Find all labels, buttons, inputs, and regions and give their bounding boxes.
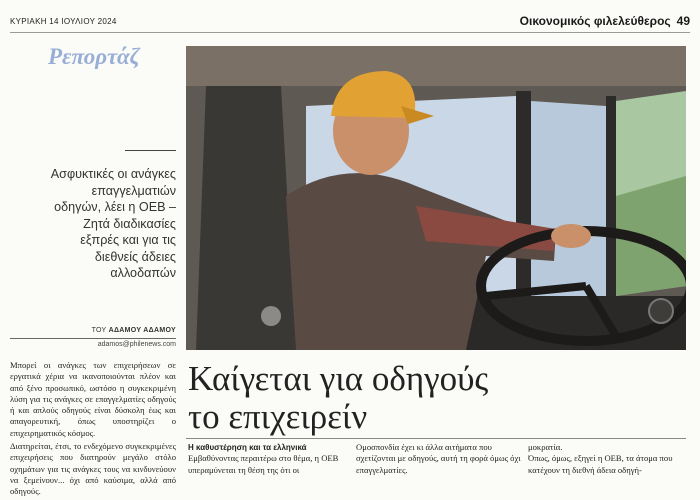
byline-author: ΑΔΑΜΟΥ ΑΔΑΜΟΥ — [108, 327, 176, 334]
section-label: Ρεπορτάζ — [48, 44, 140, 69]
body-column-left — [10, 360, 176, 500]
page-number: 49 — [676, 14, 690, 28]
headline-line-1: Καίγεται για οδηγούς — [188, 359, 489, 398]
truck-driver-photo — [186, 46, 686, 350]
headline-line-2: το επιχειρείν — [188, 397, 368, 436]
body-column-4 — [528, 442, 688, 500]
byline-prefix: ΤΟΥ — [91, 327, 107, 334]
masthead — [10, 10, 690, 33]
article-dek: Ασφυκτικές οι ανάγκες επαγγελματιών οδηγών, λέει η ΟΕΒ – Ζητά διαδικασίες εξπρές και για τις διεθνείς άδειες αλλοδαπών — [50, 167, 176, 280]
byline — [20, 327, 176, 334]
body-paragraph: Διατηρείται, έτσι, το ενδεχόμενο συγκεκριμένες επιχειρήσεις που διατηρούν μεγάλο στόλο οχημάτων για τις ανάγκες τους να κινδυνεύουν να ξεμείνουν... όχι από καύσιμα, αλλά από οδηγούς. — [10, 441, 176, 497]
headline-rule — [186, 438, 686, 439]
body-paragraph: Όπως, όμως, εξηγεί η ΟΕΒ, τα άτομα που κατέχουν τη διεθνή άδεια οδηγή- — [528, 453, 673, 475]
body-paragraph: Μπορεί οι ανάγκες των επιχειρήσεων σε εργατικά χέρια να ικανοποιούνται πλέον και από ξένο προσωπικό, ωστόσο η συγκεκριμένη λύση για τις ανάγκες σε επαγγελματίες οδηγούς ή και απλούς οδηγούς είναι δύσκολη έως και απαγορευτική, όπως υποστηρίζει ο επιχειρηματικός κόσμος. — [10, 360, 176, 438]
dek-rule — [125, 150, 176, 151]
body-column-2 — [188, 442, 348, 500]
body-column-3 — [356, 442, 521, 500]
body-subhead: Η καθυστέρηση και τα ελληνικά — [188, 443, 307, 452]
body-paragraph: Ομοσπονδία έχει κι άλλα αιτήματα που σχετίζονται με οδηγούς, αυτή τη φορά όμως όχι επαγγελματίες. — [356, 442, 521, 475]
body-paragraph: Εμβαθύνοντας περαιτέρω στο θέμα, η ΟΕΒ υπεραμύνεται τη θέση της ότι οι — [188, 453, 339, 475]
byline-rule — [10, 338, 176, 339]
body-paragraph: μοκρατία. — [528, 442, 563, 452]
issue-date: ΚΥΡΙΑΚΗ 14 ΙΟΥΛΙΟΥ 2024 — [10, 16, 117, 26]
masthead-right — [520, 12, 690, 30]
author-email[interactable]: adamos@philenews.com — [97, 341, 176, 348]
truck-driver-photo-icon — [186, 46, 686, 350]
newspaper-name: Οικονομικός φιλελεύθερος — [519, 14, 671, 28]
article-headline — [188, 360, 588, 436]
